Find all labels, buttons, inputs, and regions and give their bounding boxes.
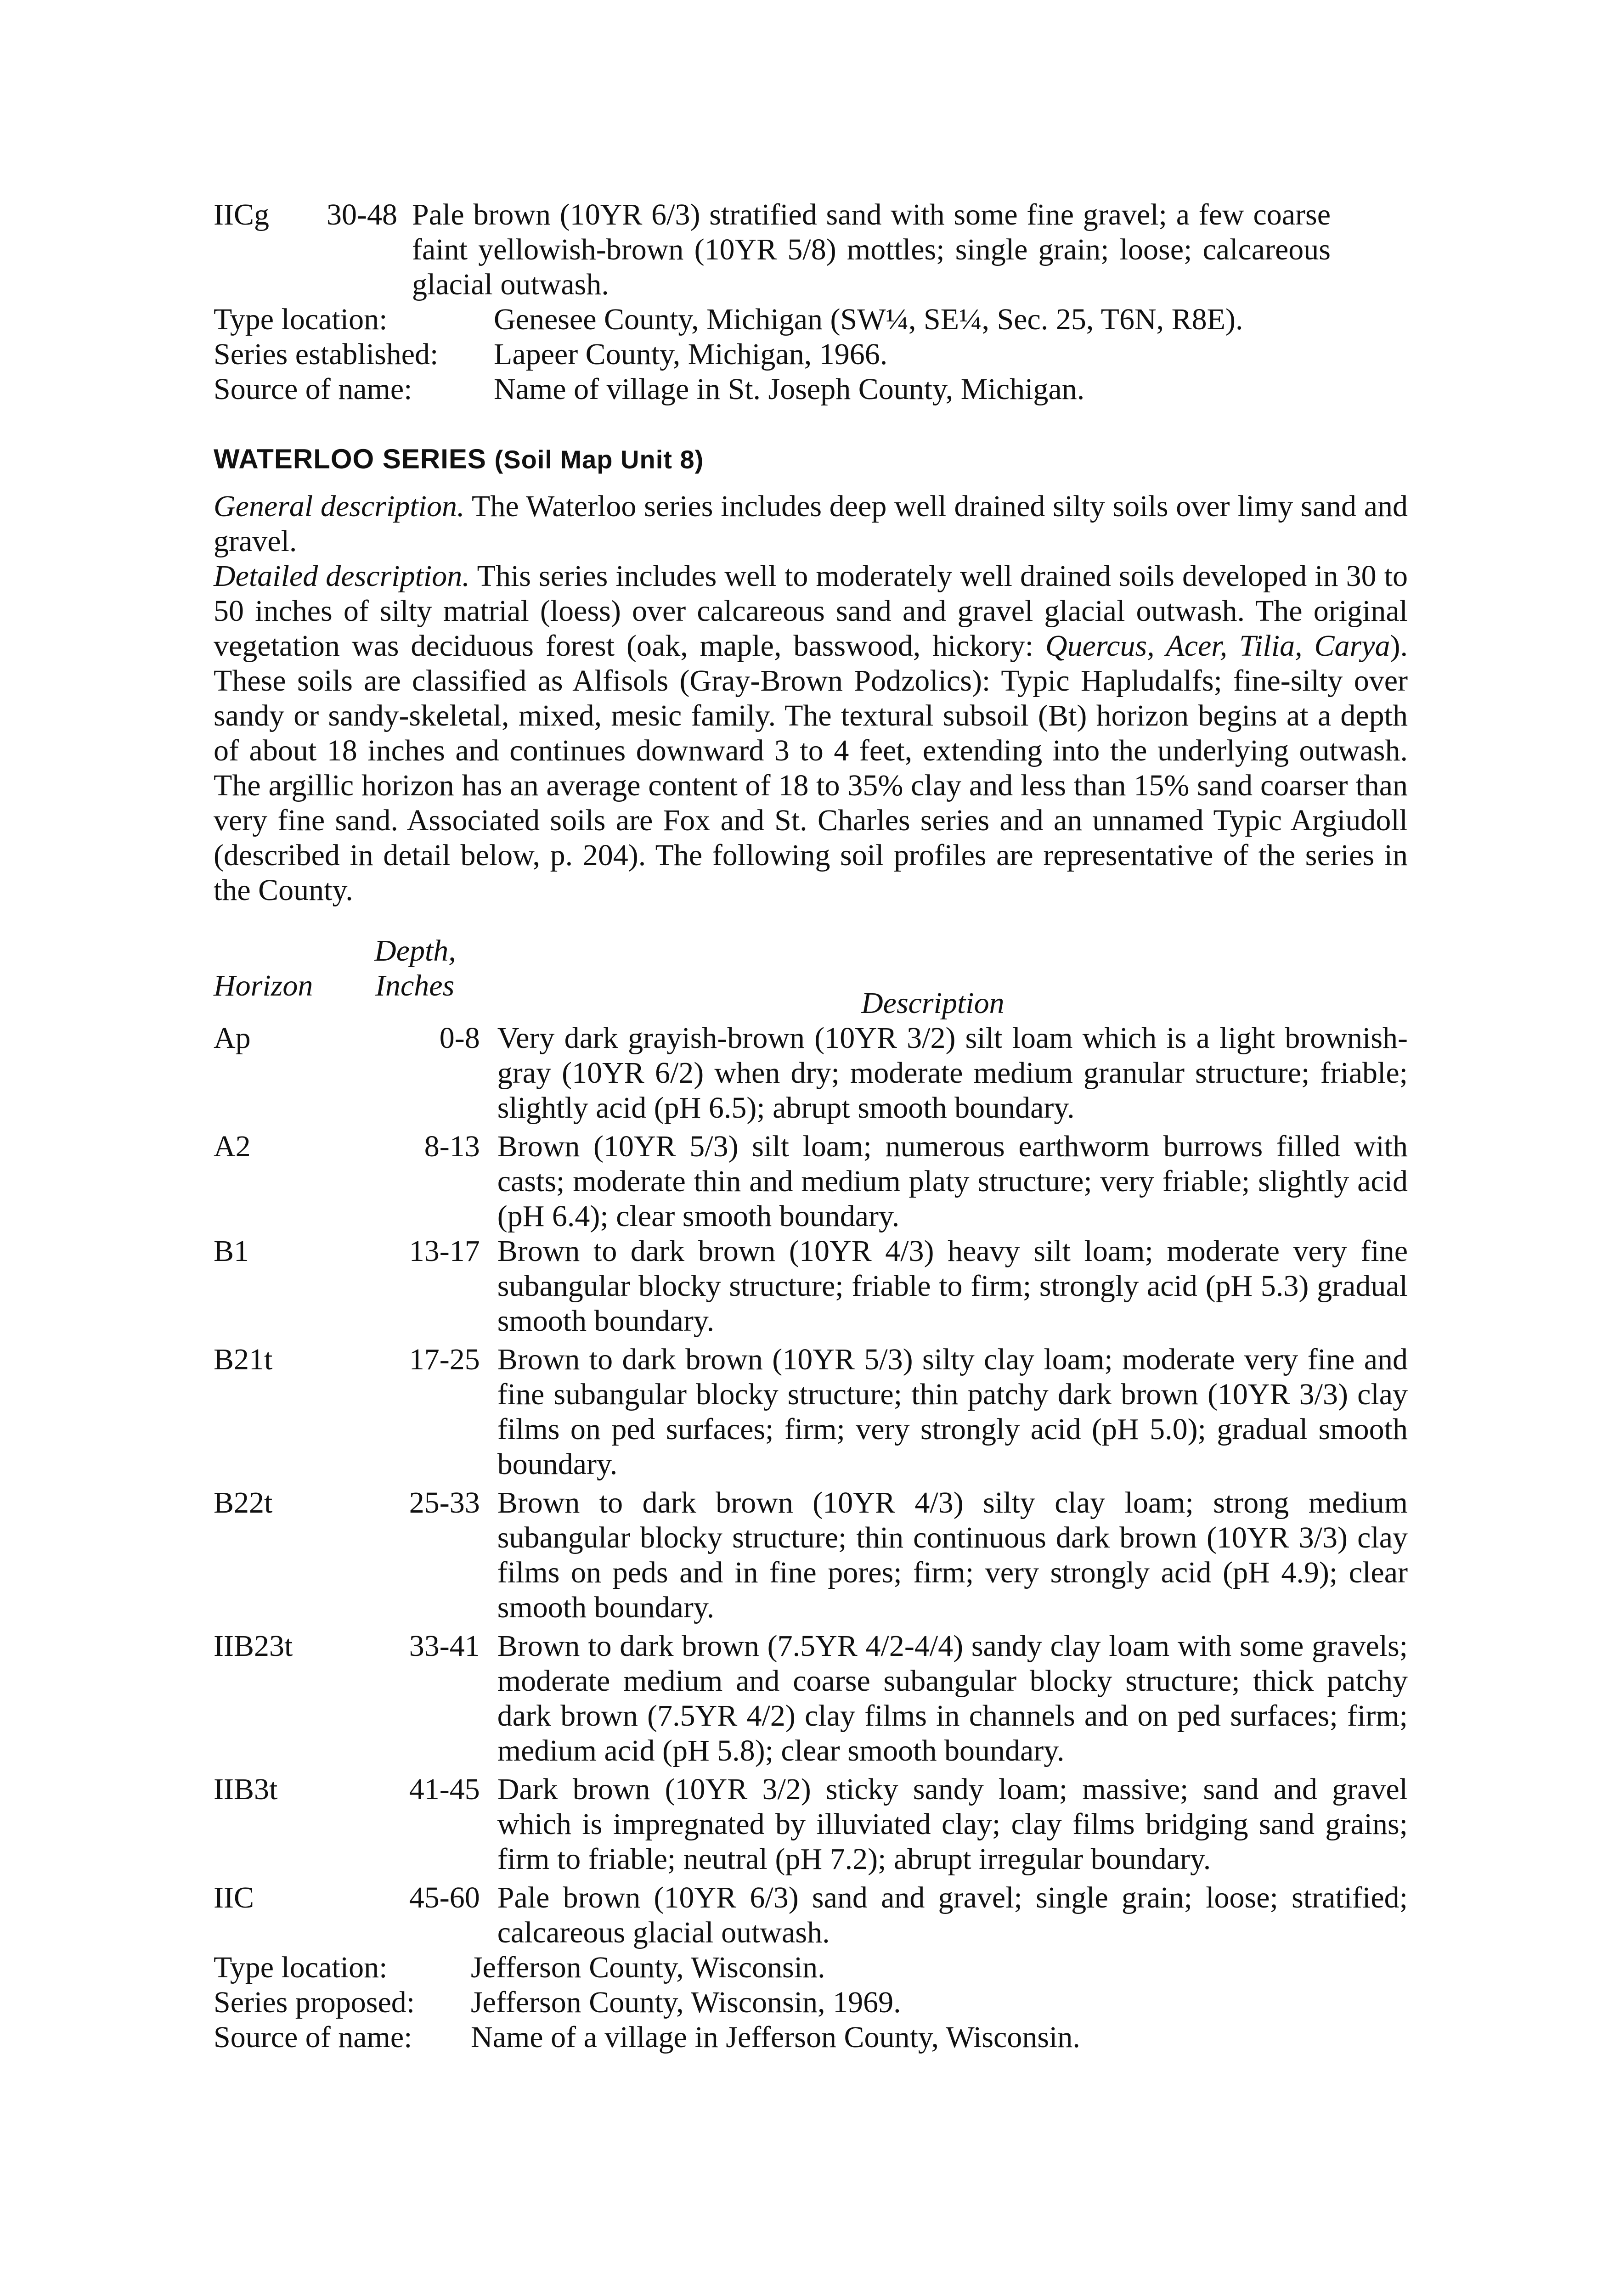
table-row <box>214 1234 1408 1339</box>
horizon-depth: 17-25 <box>409 1343 480 1376</box>
info-value: Jefferson County, Wisconsin. <box>471 1951 825 1984</box>
info-value: Lapeer County, Michigan, 1966. <box>494 338 888 371</box>
horizon-depth: 0-8 <box>439 1021 480 1055</box>
horizon-name: IIB3t <box>214 1773 278 1806</box>
table-row <box>214 1342 1408 1482</box>
info-row <box>214 302 1408 337</box>
horizon-description: Brown to dark brown (10YR 4/3) heavy silt loam; moderate very fine subangular blocky structure; friable to firm; strongly acid (pH 5.3) gradual smooth boundary. <box>497 1234 1408 1338</box>
info-label: Series established: <box>214 338 439 371</box>
table-row <box>214 1629 1408 1768</box>
info-row <box>214 372 1408 407</box>
info-label: Source of name: <box>214 2020 412 2054</box>
series-info <box>214 1950 1408 2055</box>
info-row <box>214 1950 1408 1985</box>
table-row <box>214 1129 1408 1234</box>
horizon-depth: 33-41 <box>409 1629 480 1663</box>
table-row <box>214 1021 1408 1125</box>
horizon-depth: 30-48 <box>327 198 397 231</box>
document-page <box>214 197 1408 2055</box>
header-horizon: Horizon <box>214 969 313 1002</box>
continued-horizon-row <box>214 197 1408 302</box>
horizon-table <box>214 1021 1408 1950</box>
horizon-name: B22t <box>214 1486 273 1519</box>
horizon-name: A2 <box>214 1130 251 1163</box>
table-row <box>214 1772 1408 1877</box>
info-label: Source of name: <box>214 372 412 406</box>
header-depth-line2: Inches <box>375 969 455 1002</box>
detailed-description-text-1: This series includes well to moderately well drained soils developed in 30 to 50 inches of silty matrial (loess) over calcareous sand and gravel glacial outwash. The original vegetation was deciduous forest (oak, maple, basswood, hickory: <box>214 559 1408 663</box>
info-value: Genesee County, Michigan (SW¼, SE¼, Sec. 25, T6N, R8E). <box>494 303 1243 336</box>
header-description: Description <box>861 986 1004 1020</box>
detailed-description-label: Detailed description. <box>214 559 470 593</box>
info-value: Name of a village in Jefferson County, Wisconsin. <box>471 2020 1080 2054</box>
section-heading <box>214 443 1408 476</box>
horizon-description: Brown to dark brown (10YR 4/3) silty clay loam; strong medium subangular blocky structure; thin continuous dark brown (10YR 3/3) clay films on peds and in fine pores; firm; very strongly acid (pH 4.9); clear smooth boundary. <box>497 1486 1408 1624</box>
horizon-description: Pale brown (10YR 6/3) sand and gravel; single grain; loose; stratified; calcareous glacial outwash. <box>497 1881 1408 1949</box>
header-depth-line1: Depth, <box>374 934 456 968</box>
section-subtitle: (Soil Map Unit 8) <box>494 445 704 474</box>
horizon-depth: 8-13 <box>424 1130 480 1163</box>
horizon-name: IIB23t <box>214 1629 293 1663</box>
detailed-description-genera: Quercus, Acer, Tilia, Carya <box>1045 629 1390 663</box>
general-description-label: General description. <box>214 490 465 523</box>
info-row <box>214 1985 1408 2020</box>
horizon-description: Very dark grayish-brown (10YR 3/2) silt loam which is a light brownish-gray (10YR 6/2) when dry; moderate medium granular structure; friable; slightly acid (pH 6.5); abrupt smooth boundary. <box>497 1021 1408 1125</box>
horizon-depth: 13-17 <box>409 1234 480 1268</box>
info-row <box>214 2020 1408 2055</box>
horizon-description: Brown to dark brown (10YR 5/3) silty clay loam; moderate very fine and fine subangular blocky structure; thin patchy dark brown (10YR 3/3) clay films on ped surfaces; firm; very strongly acid (pH 5.0); gradual smooth boundary. <box>497 1343 1408 1481</box>
general-description-text: The Waterloo series includes deep well drained silty soils over limy sand and gravel. <box>214 490 1408 558</box>
section-title: WATERLOO SERIES <box>214 444 486 474</box>
horizon-description: Pale brown (10YR 6/3) stratified sand with some fine gravel; a few coarse faint yellowish-brown (10YR 5/8) mottles; single grain; loose; calcareous glacial outwash. <box>412 198 1331 301</box>
horizon-name: IICg <box>214 198 269 231</box>
info-label: Type location: <box>214 303 388 336</box>
info-value: Name of village in St. Joseph County, Michigan. <box>494 372 1085 406</box>
horizon-description: Brown to dark brown (7.5YR 4/2-4/4) sandy clay loam with some gravels; moderate medium and coarse subangular blocky structure; thick patchy dark brown (7.5YR 4/2) clay films in channels and on ped surfaces; firm; medium acid (pH 5.8); clear smooth boundary. <box>497 1629 1408 1767</box>
info-label: Series proposed: <box>214 1986 415 2019</box>
info-row <box>214 337 1408 372</box>
detailed-description-text-2: ). These soils are classified as Alfisols (Gray-Brown Podzolics): Typic Hapludalfs; fine-silty over sandy or sandy-skeletal, mixed, mesic family. The textural subsoil (Bt) horizon begins at a depth of about 18 inches and continues downward 3 to 4 feet, extending into the underlying outwash. The argillic horizon has an average content of 18 to 35% clay and less than 15% sand coarser than very fine sand. Associated soils are Fox and St. Charles series and an unnamed Typic Argiudoll (described in detail below, p. 204). The following soil profiles are representative of the series in the County. <box>214 629 1408 907</box>
horizon-name: IIC <box>214 1881 254 1914</box>
horizon-depth: 25-33 <box>409 1486 480 1519</box>
detailed-description <box>214 559 1408 908</box>
previous-series-info <box>214 302 1408 407</box>
horizon-description: Dark brown (10YR 3/2) sticky sandy loam; massive; sand and gravel which is impregnated by illuviated clay; clay films bridging sand grains; firm to friable; neutral (pH 7.2); abrupt irregular boundary. <box>497 1773 1408 1876</box>
table-row <box>214 1880 1408 1950</box>
horizon-name: Ap <box>214 1021 251 1055</box>
horizon-description: Brown (10YR 5/3) silt loam; numerous earthworm burrows filled with casts; moderate thin and medium platy structure; very friable; slightly acid (pH 6.4); clear smooth boundary. <box>497 1130 1408 1233</box>
table-row <box>214 1486 1408 1625</box>
general-description <box>214 489 1408 559</box>
horizon-name: B1 <box>214 1234 249 1268</box>
info-label: Type location: <box>214 1951 388 1984</box>
info-value: Jefferson County, Wisconsin, 1969. <box>471 1986 901 2019</box>
horizon-depth: 45-60 <box>409 1881 480 1914</box>
horizon-table-header <box>214 934 1408 1021</box>
horizon-depth: 41-45 <box>409 1773 480 1806</box>
horizon-name: B21t <box>214 1343 273 1376</box>
